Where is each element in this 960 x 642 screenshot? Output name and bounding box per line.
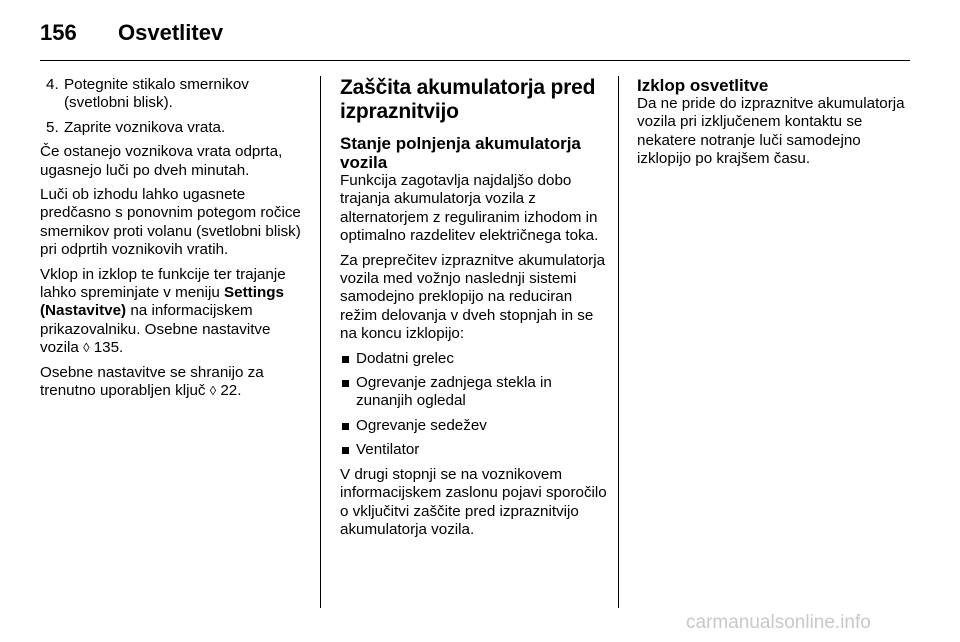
header-rule	[40, 60, 910, 61]
bullet-item	[340, 350, 610, 368]
menu-name: Settings (Nastavitve)	[40, 284, 284, 320]
watermark: carmanualsonline.info	[686, 612, 871, 633]
section-heading: Zaščita akumulatorja pred izpraznitvijo	[340, 76, 596, 123]
column-middle	[340, 76, 610, 545]
column-left	[40, 76, 310, 407]
bullet-text: Ogrevanje sedežev	[356, 416, 487, 434]
list-item-number: 4.	[46, 76, 59, 93]
list-item	[40, 119, 310, 137]
text: Osebne nastavitve se shranijo za trenutno uporabljen ključ	[40, 363, 264, 400]
paragraph: Za preprečitev izpraznitve akumulatorja vozila med vožnjo naslednji sistemi samodejno preklopijo na reduciran režim delovanja v dveh stopnjah in se na koncu izklopijo:	[340, 251, 606, 343]
paragraph: Luči ob izhodu lahko ugasnete predčasno s ponovnim potegom ročice smernikov proti volanu (svetlobni blisk) pri odprtih voznikovih vratih.	[40, 186, 301, 259]
paragraph: V drugi stopnji se na voznikovem informacijskem zaslonu pojavi sporočilo o vključitvi zaščite pred izpraznitvijo akumulatorja vozila.	[340, 465, 607, 538]
list-item-number: 5.	[46, 118, 59, 136]
page-title: Osvetlitev	[118, 20, 224, 45]
page-ref-arrow-icon: ◊	[209, 383, 217, 399]
bullet-square-icon	[342, 447, 349, 454]
column-right	[637, 76, 907, 175]
list-item-text: Zaprite voznikova vrata.	[64, 118, 226, 136]
bullet-square-icon	[342, 356, 349, 363]
paragraph-settings	[40, 266, 310, 358]
text: Vklop in izklop te funkcije ter trajanje lahko spreminjate v meniju	[40, 265, 286, 302]
bullet-text: Ogrevanje zadnjega stekla in zunanjih ogledal	[356, 374, 552, 410]
bullet-text: Ventilator	[356, 441, 420, 459]
bullet-item	[340, 441, 610, 459]
column-divider-1	[320, 76, 321, 608]
paragraph: Da ne pride do izpraznitve akumulatorja vozila pri izključenem kontaktu se nekatere notranje luči samodejno izklopijo po krajšem času.	[637, 95, 905, 168]
subsection-heading: Stanje polnjenja akumulatorja vozila	[340, 134, 581, 172]
paragraph: Če ostanejo voznikova vrata odprta, ugasnejo luči po dveh minutah.	[40, 143, 283, 179]
paragraph-key	[40, 364, 310, 401]
page-ref-arrow-icon: ◊	[83, 340, 90, 356]
page-number: 156	[40, 20, 77, 45]
page-ref-link[interactable]: 135.	[89, 339, 124, 357]
list-item	[40, 76, 310, 113]
page-header	[40, 20, 910, 50]
bullet-item	[340, 374, 610, 411]
text: na informacijskem prikazovalniku. Osebne nastavitve vozila	[40, 302, 271, 357]
list-item-text: Potegnite stikalo smernikov (svetlobni blisk).	[64, 76, 249, 112]
subsection-heading: Izklop osvetlitve	[637, 76, 769, 95]
paragraph: Funkcija zagotavlja najdaljšo dobo trajanja akumulatorja vozila z alternatorjem z reguliranim izhodom in optimalno razdelitev električnega toka.	[340, 172, 599, 245]
page-ref-link[interactable]: 22.	[216, 382, 242, 400]
bullet-text: Dodatni grelec	[356, 349, 454, 367]
bullet-square-icon	[342, 380, 349, 387]
column-divider-2	[618, 76, 619, 608]
bullet-item	[340, 417, 610, 435]
bullet-square-icon	[342, 423, 349, 430]
